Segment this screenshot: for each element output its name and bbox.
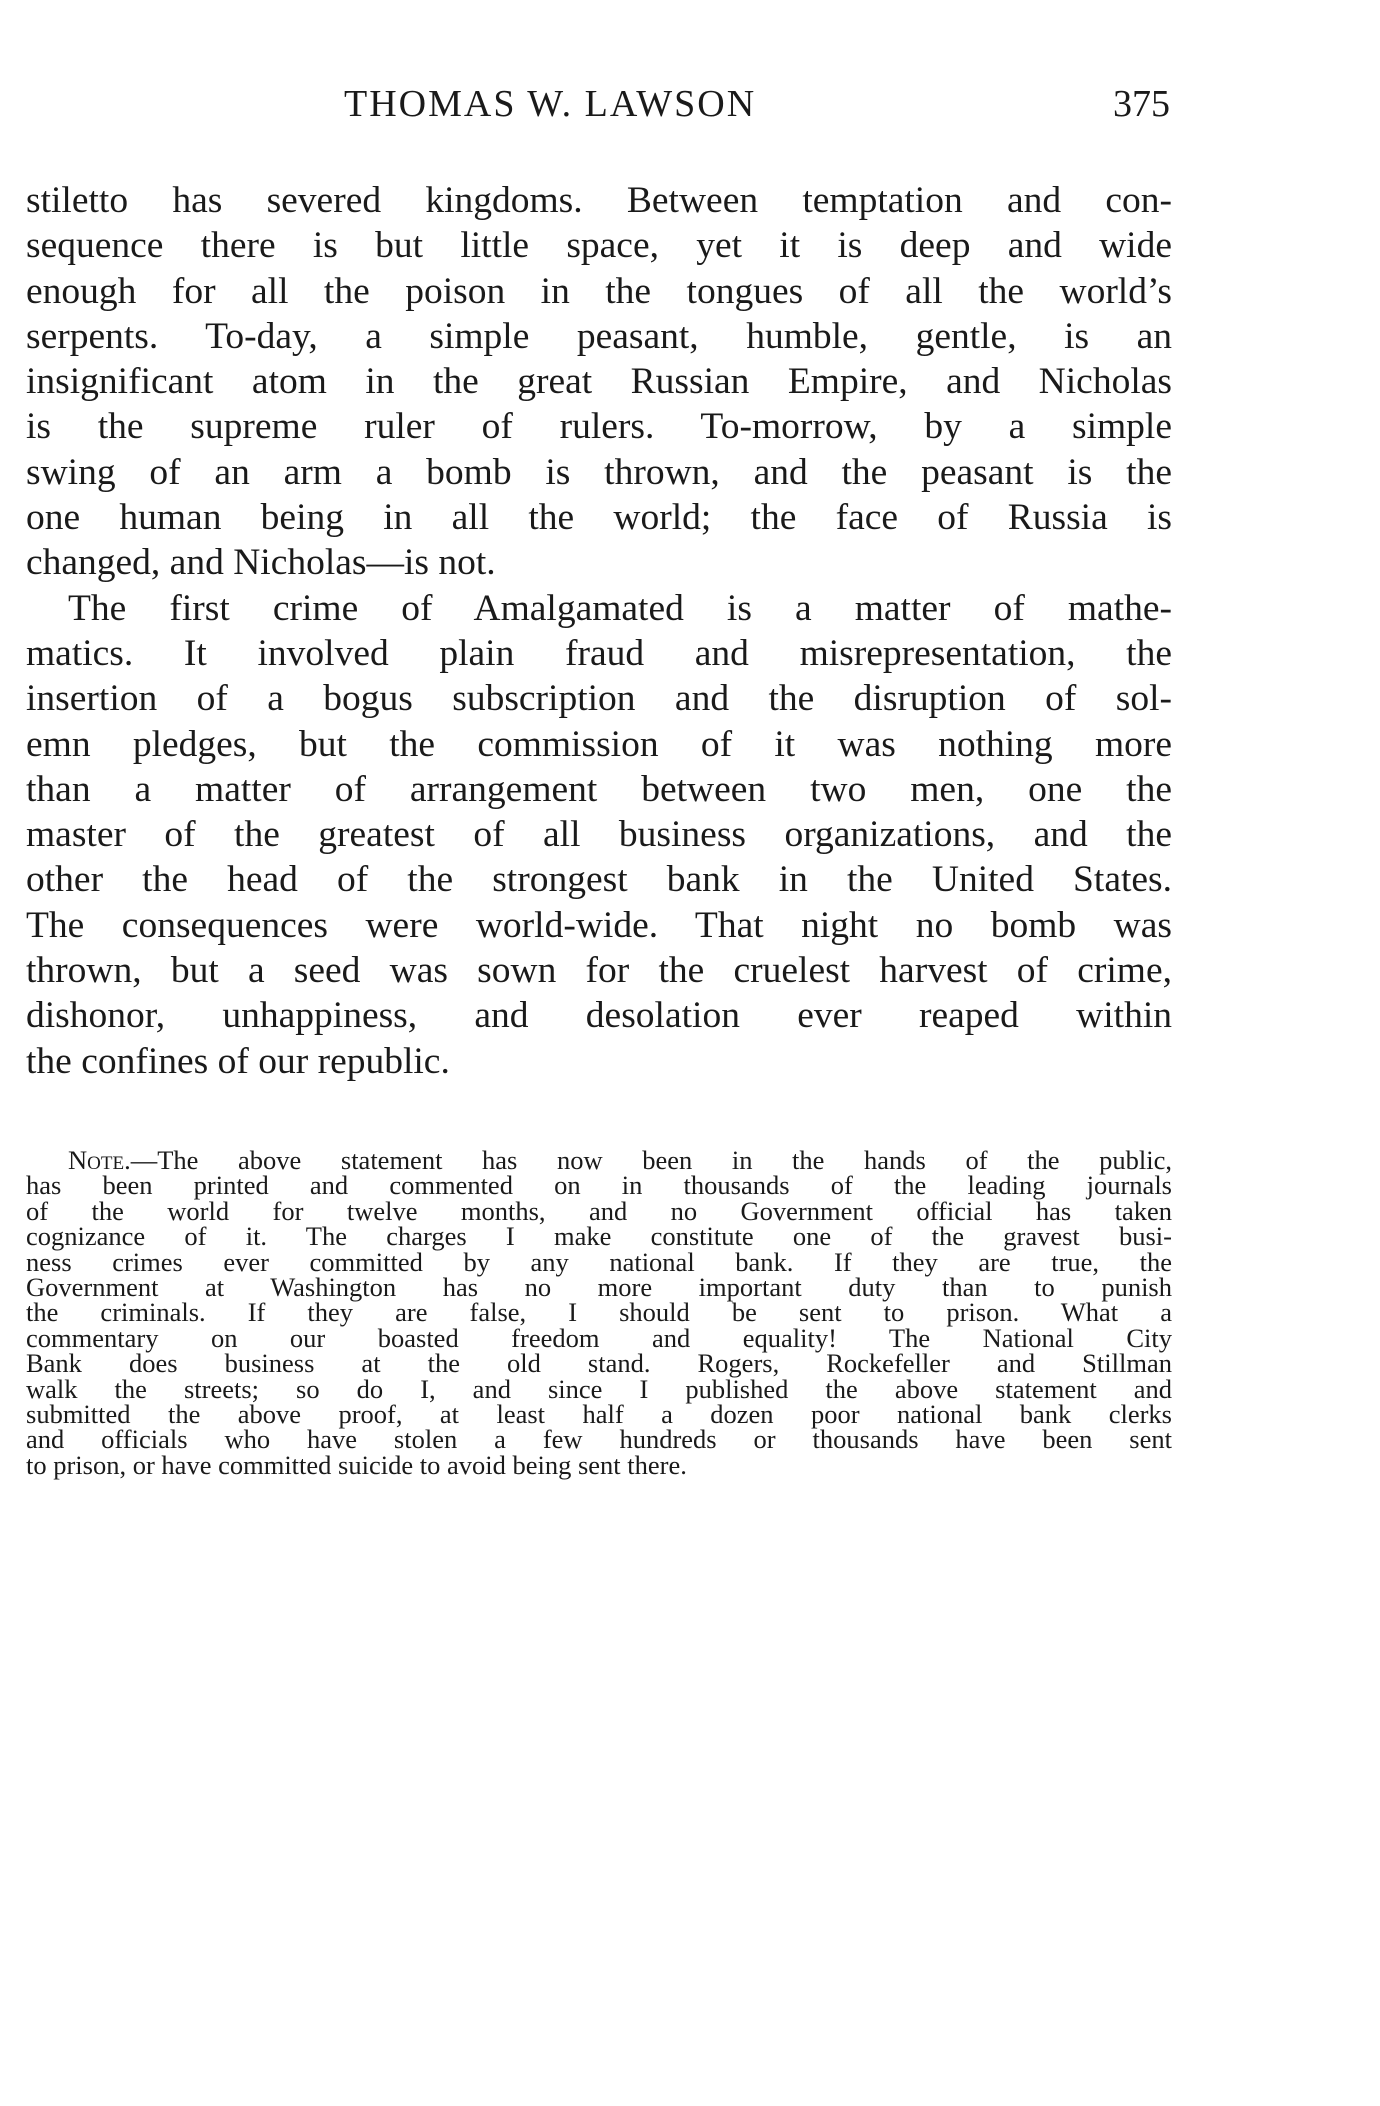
text-line: is the supreme ruler of rulers. To-morrow, by a simple: [26, 406, 1172, 448]
text-line: emn pledges, but the commission of it was nothing more: [26, 723, 1172, 765]
note-line: commentary on our boasted freedom and equality! The National City: [26, 1322, 1172, 1353]
note-label: Note.: [68, 1145, 131, 1175]
note-line: Government at Washington has no more important duty than to punish: [26, 1271, 1172, 1302]
text-line: swing of an arm a bomb is thrown, and the peasant is the: [26, 451, 1172, 493]
text-line: stiletto has severed kingdoms. Between temptation and con-: [26, 180, 1172, 221]
footnote: [26, 1145, 1172, 1480]
running-title: THOMAS W. LAWSON: [344, 83, 757, 125]
paragraph-1: [26, 178, 1172, 586]
text-line: changed, and Nicholas—is not.: [26, 542, 496, 584]
text-line: than a matter of arrangement between two men, one the: [26, 768, 1172, 810]
note-line: cognizance of it. The charges I make constitute one of the gravest busi-: [26, 1221, 1172, 1252]
note-line: the criminals. If they are false, I should be sent to prison. What a: [26, 1297, 1172, 1328]
text-line: one human being in all the world; the face of Russia is: [26, 497, 1172, 539]
body-text: [26, 178, 1172, 1084]
text-line: other the head of the strongest bank in the United States.: [26, 859, 1172, 901]
text-line: The first crime of Amalgamated is a matter of mathe-: [68, 587, 1172, 629]
note-line: of the world for twelve months, and no Government official has taken: [26, 1195, 1172, 1226]
text-line: insignificant atom in the great Russian Empire, and Nicholas: [26, 361, 1172, 403]
note-line: Bank does business at the old stand. Rogers, Rockefeller and Stillman: [26, 1348, 1172, 1379]
note-line: has been printed and commented on in thousands of the leading journals: [26, 1170, 1172, 1201]
text-line: The consequences were world-wide. That night no bomb was: [26, 904, 1172, 946]
running-head: [0, 80, 1380, 128]
text-line: sequence there is but little space, yet it is deep and wide: [26, 225, 1172, 267]
text-line: enough for all the poison in the tongues of all the world’s: [26, 270, 1172, 312]
text-line: thrown, but a seed was sown for the cruelest harvest of crime,: [26, 950, 1172, 992]
note-line: to prison, or have committed suicide to avoid being sent there.: [26, 1449, 687, 1480]
text-line: master of the greatest of all business organizations, and the: [26, 814, 1172, 856]
text-line: the confines of our republic.: [26, 1040, 450, 1082]
text-line: serpents. To-day, a simple peasant, humble, gentle, is an: [26, 315, 1172, 357]
note-line: and officials who have stolen a few hundreds or thousands have been sent: [26, 1424, 1172, 1455]
page-number: 375: [1113, 83, 1170, 125]
note-line: ness crimes ever committed by any national bank. If they are true, the: [26, 1246, 1172, 1277]
paragraph-2: [26, 586, 1172, 1084]
note-line: submitted the above proof, at least half a dozen poor national bank clerks: [26, 1398, 1172, 1429]
note-first-line-rest: —The above statement has now been in the hands of the public,: [130, 1145, 1172, 1175]
text-line: insertion of a bogus subscription and the disruption of sol-: [26, 678, 1172, 720]
text-line: matics. It involved plain fraud and misrepresentation, the: [26, 632, 1172, 674]
text-line: dishonor, unhappiness, and desolation ever reaped within: [26, 995, 1172, 1037]
note-line: walk the streets; so do I, and since I published the above statement and: [26, 1373, 1172, 1404]
